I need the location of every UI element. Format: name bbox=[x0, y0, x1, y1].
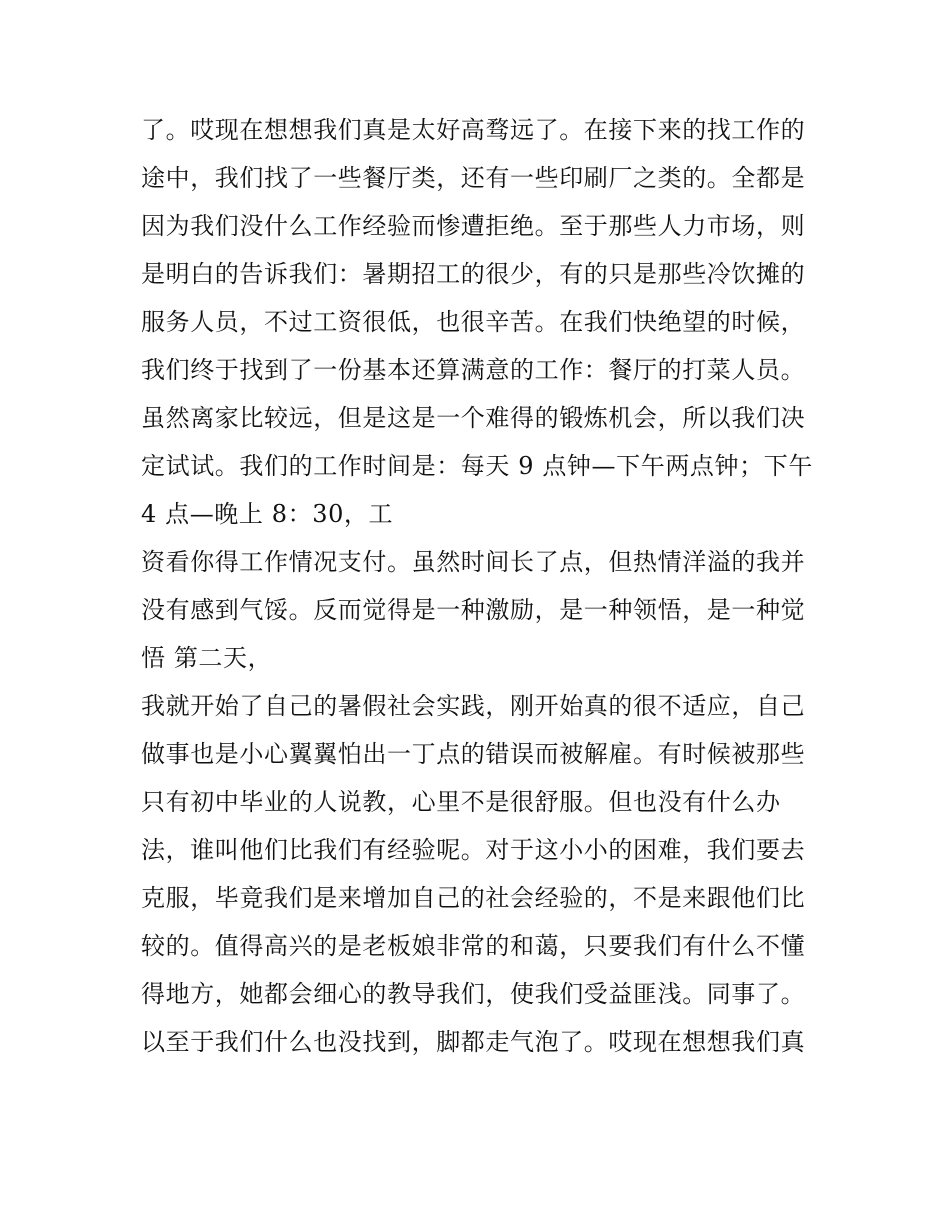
text-line: 悟 第二天， bbox=[141, 644, 273, 672]
text-line: 服务人员，不过工资很低，也很辛苦。在我们快绝望的时候， bbox=[141, 308, 806, 336]
text-line: 以至于我们什么也没找到，脚都走气泡了。哎现在想想我们真 bbox=[141, 1028, 806, 1056]
text-line: 资看你得工作情况支付。虽然时间长了点，但热情洋溢的我并 bbox=[141, 548, 806, 576]
text-line: 了。哎现在想想我们真是太好高骛远了。在接下来的找工作的 bbox=[141, 116, 806, 144]
text-line: 途中，我们找了一些餐厅类，还有一些印刷厂之类的。全都是 bbox=[141, 164, 806, 192]
text-line: 做事也是小心翼翼怕出一丁点的错误而被解雇。有时候被那些 bbox=[141, 740, 806, 768]
text-line: 只有初中毕业的人说教，心里不是很舒服。但也没有什么办 bbox=[141, 788, 781, 816]
text-line: 法，谁叫他们比我们有经验呢。对于这小小的困难，我们要去 bbox=[141, 836, 806, 864]
text-line: 克服，毕竟我们是来增加自己的社会经验的，不是来跟他们比 bbox=[141, 884, 806, 912]
text-line: 没有感到气馁。反而觉得是一种激励，是一种领悟，是一种觉 bbox=[141, 596, 806, 624]
text-line: 得地方，她都会细心的教导我们，使我们受益匪浅。同事了。 bbox=[141, 980, 806, 1008]
text-line: 因为我们没什么工作经验而惨遭拒绝。至于那些人力市场，则 bbox=[141, 212, 806, 240]
text-line: 定试试。我们的工作时间是：每天 9 点钟—下午两点钟；下午 bbox=[141, 452, 813, 480]
text-line: 虽然离家比较远，但是这是一个难得的锻炼机会，所以我们决 bbox=[141, 404, 806, 432]
text-line: 我们终于找到了一份基本还算满意的工作：餐厅的打菜人员。 bbox=[141, 356, 806, 384]
text-line: 4 点—晚上 8：30，工 bbox=[141, 500, 394, 528]
text-line: 是明白的告诉我们：暑期招工的很少，有的只是那些冷饮摊的 bbox=[141, 260, 806, 288]
text-line: 较的。值得高兴的是老板娘非常的和蔼，只要我们有什么不懂 bbox=[141, 932, 806, 960]
body-text bbox=[141, 106, 831, 1066]
text-line: 我就开始了自己的暑假社会实践，刚开始真的很不适应，自己 bbox=[141, 692, 806, 720]
